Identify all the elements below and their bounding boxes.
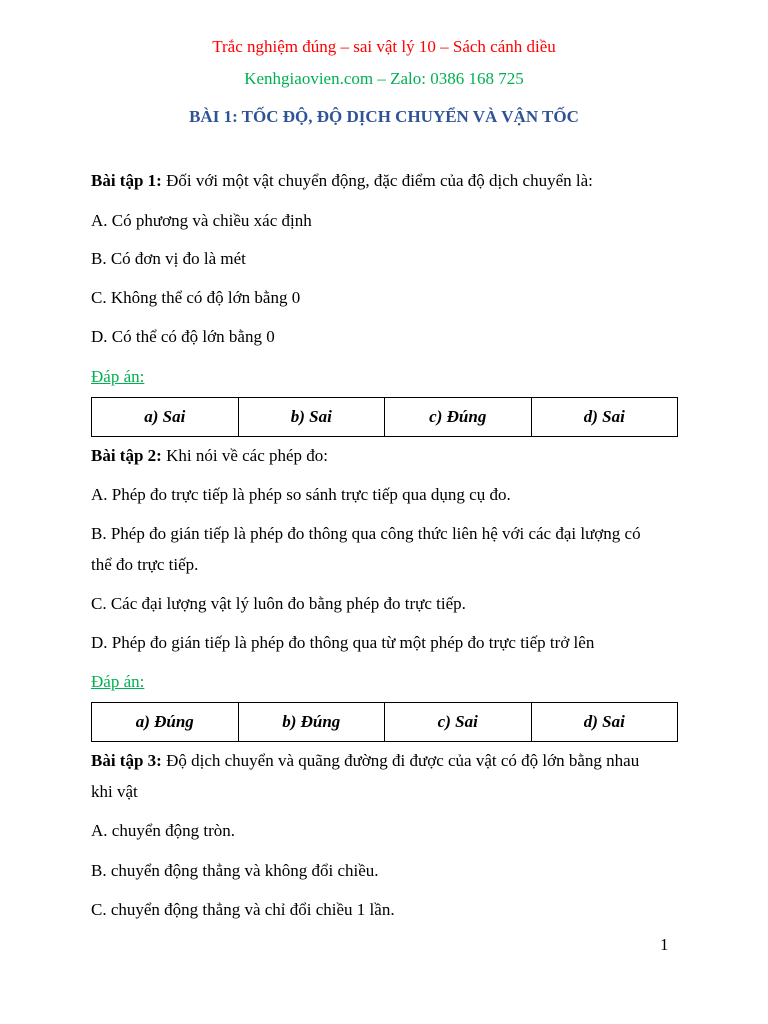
question-1-label: Bài tập 1:: [91, 171, 162, 190]
page-number: 1: [660, 935, 669, 954]
header-subject: Trắc nghiệm đúng – sai vật lý 10 – Sách cánh diều: [212, 37, 556, 56]
q1-answer-a: a) Sai: [92, 398, 239, 437]
q2-option-a: A. Phép đo trực tiếp là phép so sánh trực tiếp qua dụng cụ đo.: [91, 485, 511, 504]
q1-option-a: A. Có phương và chiều xác định: [91, 211, 312, 230]
q1-option-c: C. Không thể có độ lớn bằng 0: [91, 288, 301, 307]
q1-answer-label-text: Đáp án:: [91, 367, 145, 386]
q2-answer-b: b) Đúng: [238, 703, 385, 742]
question-3-label: Bài tập 3:: [91, 751, 162, 770]
question-1: [91, 165, 681, 196]
q2-answer-label-text: Đáp án:: [91, 672, 145, 691]
q2-answer-label: [91, 666, 681, 697]
q2-option-b: B. Phép đo gián tiếp là phép đo thông qua công thức liên hệ với các đại lượng có: [91, 524, 641, 543]
question-2: [91, 440, 681, 471]
q2-option-c: C. Các đại lượng vật lý luôn đo bằng phép đo trực tiếp.: [91, 594, 466, 613]
header-source: Kenhgiaovien.com – Zalo: 0386 168 725: [244, 69, 524, 88]
q1-answer-b: b) Sai: [238, 398, 385, 437]
q2-option-d: D. Phép đo gián tiếp là phép đo thông qua từ một phép đo trực tiếp trở lên: [91, 633, 595, 652]
q1-option-d: D. Có thể có độ lớn bằng 0: [91, 327, 275, 346]
q3-option-c: C. chuyển động thẳng và chỉ đổi chiều 1 lần.: [91, 900, 395, 919]
q1-option-b: B. Có đơn vị đo là mét: [91, 249, 246, 268]
question-3: [91, 745, 681, 776]
question-3-text: Độ dịch chuyển và quãng đường đi được của vật có độ lớn bằng nhau: [161, 751, 640, 770]
table-row: [92, 398, 678, 437]
q1-answer-table: [91, 397, 678, 437]
question-2-text: Khi nói về các phép đo:: [161, 446, 329, 465]
q1-answer-d: d) Sai: [531, 398, 678, 437]
table-row: [92, 703, 678, 742]
q3-option-b: B. chuyển động thẳng và không đổi chiều.: [91, 861, 379, 880]
q3-option-a: A. chuyển động tròn.: [91, 821, 236, 840]
lesson-title: BÀI 1: TỐC ĐỘ, ĐỘ DỊCH CHUYỂN VÀ VẬN TỐC: [189, 107, 579, 126]
q2-answer-a: a) Đúng: [92, 703, 239, 742]
q1-answer-label: [91, 361, 681, 392]
question-2-label: Bài tập 2:: [91, 446, 162, 465]
q2-option-b-cont: thể đo trực tiếp.: [91, 555, 199, 574]
question-1-text: Đối với một vật chuyển động, đặc điểm của độ dịch chuyển là:: [161, 171, 593, 190]
question-3-text-cont: khi vật: [91, 782, 138, 801]
q2-answer-table: [91, 702, 678, 742]
q2-answer-c: c) Sai: [385, 703, 532, 742]
q2-answer-d: d) Sai: [531, 703, 678, 742]
q1-answer-c: c) Đúng: [385, 398, 532, 437]
